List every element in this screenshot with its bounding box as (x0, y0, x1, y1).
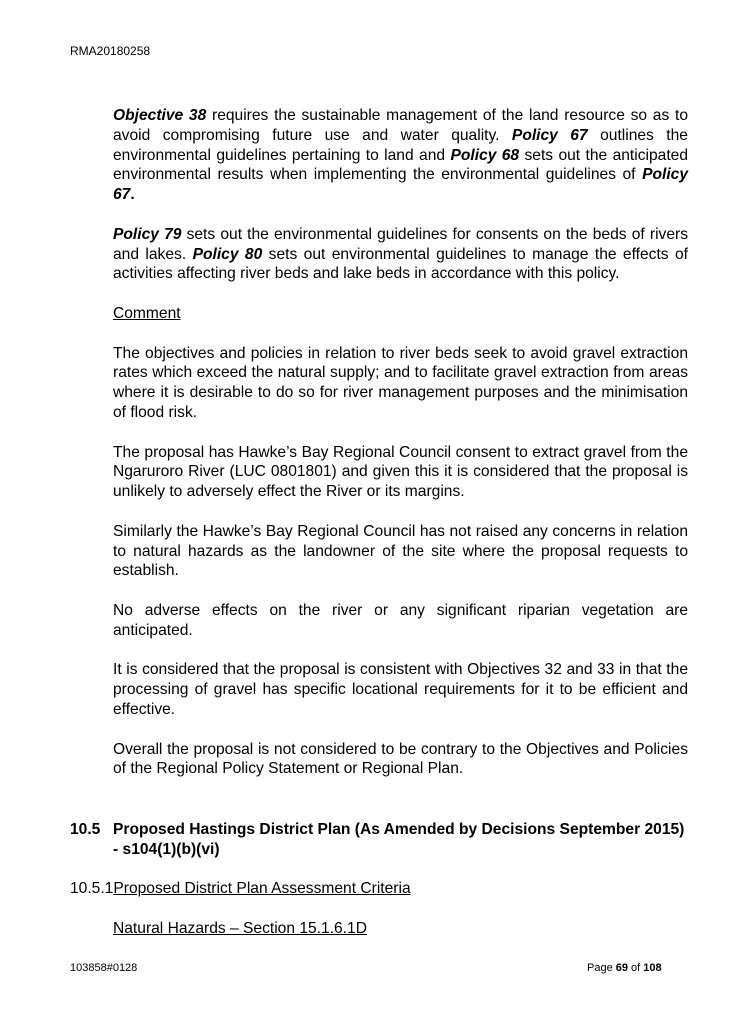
paragraph-text: . (130, 186, 135, 204)
page-number (587, 962, 662, 974)
total-pages: 108 (643, 962, 662, 974)
comment-paragraph: Overall the proposal is not considered to be contrary to the Objectives and Policies of the Regional Policy Statement or Regional Plan. (113, 740, 688, 778)
paragraph-text: sets out the anticipated environmental results when implementing the environmental guidelines of (113, 146, 688, 184)
policy-67-ref: Policy 67 (511, 126, 588, 144)
paragraph-text: outlines the environmental guidelines pertaining to land and (113, 126, 688, 164)
subsection-heading (70, 879, 411, 899)
policy-80-ref: Policy 80 (192, 245, 263, 263)
comment-paragraph: Similarly the Hawke’s Bay Regional Council has not raised any concerns in relation to natural hazards as the landowner of the site where the proposal requests to establish. (113, 522, 688, 580)
policy-79-ref: Policy 79 (113, 225, 182, 243)
natural-hazards-heading: Natural Hazards – Section 15.1.6.1D (113, 920, 367, 937)
comment-paragraph: No adverse effects on the river or any significant riparian vegetation are anticipated. (113, 601, 688, 639)
comment-heading: Comment (113, 304, 181, 322)
paragraph-text: requires the sustainable management of the land resource so as to avoid compromising future use and water quality. (113, 107, 688, 144)
paragraph-text: sets out the environmental guidelines for consents on the beds of rivers and lakes. (113, 225, 688, 263)
policy-68-ref: Policy 68 (450, 146, 520, 164)
current-page: 69 (615, 962, 628, 974)
body-text (113, 106, 688, 799)
document-reference: RMA20180258 (70, 44, 151, 58)
subsection-number: 10.5.1 (70, 880, 114, 897)
footer-document-id: 103858#0128 (70, 962, 138, 974)
comment-paragraph: The objectives and policies in relation to river beds seek to avoid gravel extraction rates which exceed the natural supply; and to facilitate gravel extraction from areas where it is desirable to do so for river management purposes and the minimisation of flood risk. (113, 344, 688, 421)
paragraph-policy-79 (113, 225, 688, 284)
section-number: 10.5 (70, 821, 101, 838)
comment-paragraph: It is considered that the proposal is consistent with Objectives 32 and 33 in that the processing of gravel has specific locational requirements for it to be efficient and effective. (113, 661, 688, 718)
paragraph-text: sets out environmental guidelines to manage the effects of activities affecting river beds and lake beds in accordance with this policy. (113, 245, 688, 283)
page-of-label: of (628, 962, 644, 974)
subsection-title: Proposed District Plan Assessment Criteria (113, 880, 411, 897)
section-title: Proposed Hastings District Plan (As Amended by Decisions September 2015) - s104(1)(b)(vi) (113, 821, 685, 858)
paragraph-objective-38 (113, 106, 688, 205)
policy-67-ref: Policy 67 (113, 166, 688, 204)
objective-38-ref: Objective 38 (113, 107, 207, 124)
page-label: Page (587, 962, 616, 974)
comment-paragraph: The proposal has Hawke’s Bay Regional Council consent to extract gravel from the Ngaruroro River (LUC 0801801) and given this it is considered that the proposal is unlikely to adversely effect the River or its margins. (113, 443, 688, 501)
